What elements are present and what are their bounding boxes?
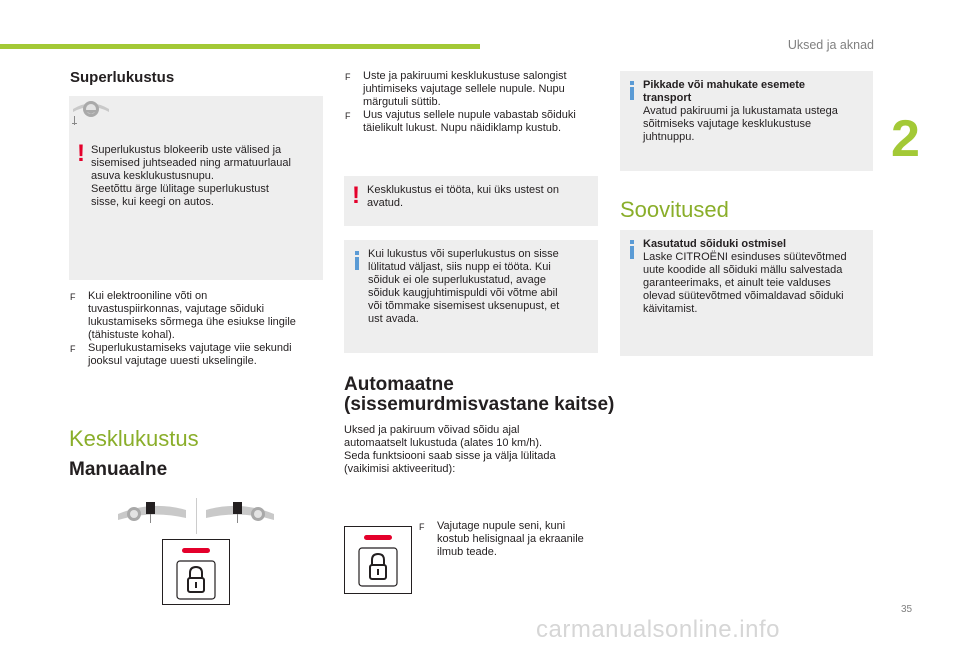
door-handles-illustration: [116, 498, 276, 534]
manual-heading: Manuaalne: [69, 459, 168, 480]
list-item: F Vajutage nupule seni, kuni kostub helisignaal ja ekraanile ilmub teade.: [419, 520, 584, 558]
automatic-description: Uksed ja pakiruum võivad sõidu ajal automaatselt lukustuda (alates 10 km/h). Seda funktsiooni saab sisse ja välja lülitada (vaikimisi aktiveeritud):: [344, 424, 556, 475]
central-lock-button-auto: [344, 526, 412, 594]
superlock-warning-box: [69, 96, 323, 280]
list-item: F Kui elektrooniline võti on tuvastuspiirkonnas, vajutage sõiduki lukustamiseks sõrmega ühe esiukse lingile (tähistuste kohal).: [70, 290, 296, 341]
list-item: F Superlukustamiseks vajutage viie sekundi jooksul vajutage uuesti ukselingile.: [70, 342, 292, 367]
info-icon: [630, 81, 634, 100]
header-accent-bar: [0, 44, 480, 49]
info-icon: [355, 251, 359, 270]
automatic-instruction: [419, 520, 604, 559]
automatic-heading: Automaatne (sissemurdmisvastane kaitse): [344, 374, 615, 415]
door-handle-icon: [69, 96, 113, 132]
list-item: F Uus vajutus sellele nupule vabastab sõiduki täielikult lukust. Nupu näidiklamp kustub.: [345, 109, 576, 134]
transport-info-box: [620, 71, 873, 171]
superlock-instructions: [70, 290, 330, 368]
watermark: carmanualsonline.info: [536, 616, 780, 643]
warning-icon: !: [352, 182, 360, 209]
central-lock-button: [162, 539, 230, 605]
superlock-heading: Superlukustus: [70, 69, 175, 86]
used-car-info-text: Kasutatud sõiduki ostmisel Laske CITROËNI esinduses süütevõtmed uute koodide all sõiduki mällu salvestada garanteerimaks, et ainult teie valduses olevad süütevõtmed võimaldavad sõiduki käivitamist.: [643, 238, 847, 315]
used-car-info-box: [620, 230, 873, 356]
chapter-number: 2: [891, 110, 920, 168]
central-lock-instructions: [345, 70, 605, 135]
transport-info-text: Pikkade või mahukate esemete transport Avatud pakiruumi ja lukustamata ustega sõitmiseks vajutage kesklukustuse juhtnuppu.: [643, 79, 838, 143]
advice-heading: Soovitused: [620, 197, 729, 222]
central-lock-warning-box: [344, 176, 598, 226]
info-icon: [630, 240, 634, 259]
central-lock-info-box: [344, 240, 598, 353]
superlock-warning-text: Superlukustus blokeerib uste välised ja sisemised juhtseaded ning armatuurlaual asuva kesklukustusnupu. Seetõttu ärge lülitage superlukustust sisse, kui keegi on autos.: [91, 144, 291, 208]
warning-icon: !: [77, 140, 85, 167]
page-number: 35: [901, 604, 913, 615]
central-lock-info-text: Kui lukustus või superlukustus on sisse lülitatud väljast, siis nupp ei tööta. Kui sõiduk ei ole superlukustatud, avage sõiduk kaugjuhtimispuldi või võtme abil või tõmmake sisemisest uksenupust, et ust avada.: [368, 248, 560, 325]
section-title: Uksed ja aknad: [787, 38, 874, 52]
central-locking-heading: Kesklukustus: [69, 426, 199, 451]
central-lock-warning-text: Kesklukustus ei tööta, kui üks ustest on avatud.: [367, 184, 559, 209]
list-item: F Uste ja pakiruumi kesklukustuse salongist juhtimiseks vajutage sellele nupule. Nupu märgutuli süttib.: [345, 70, 567, 108]
